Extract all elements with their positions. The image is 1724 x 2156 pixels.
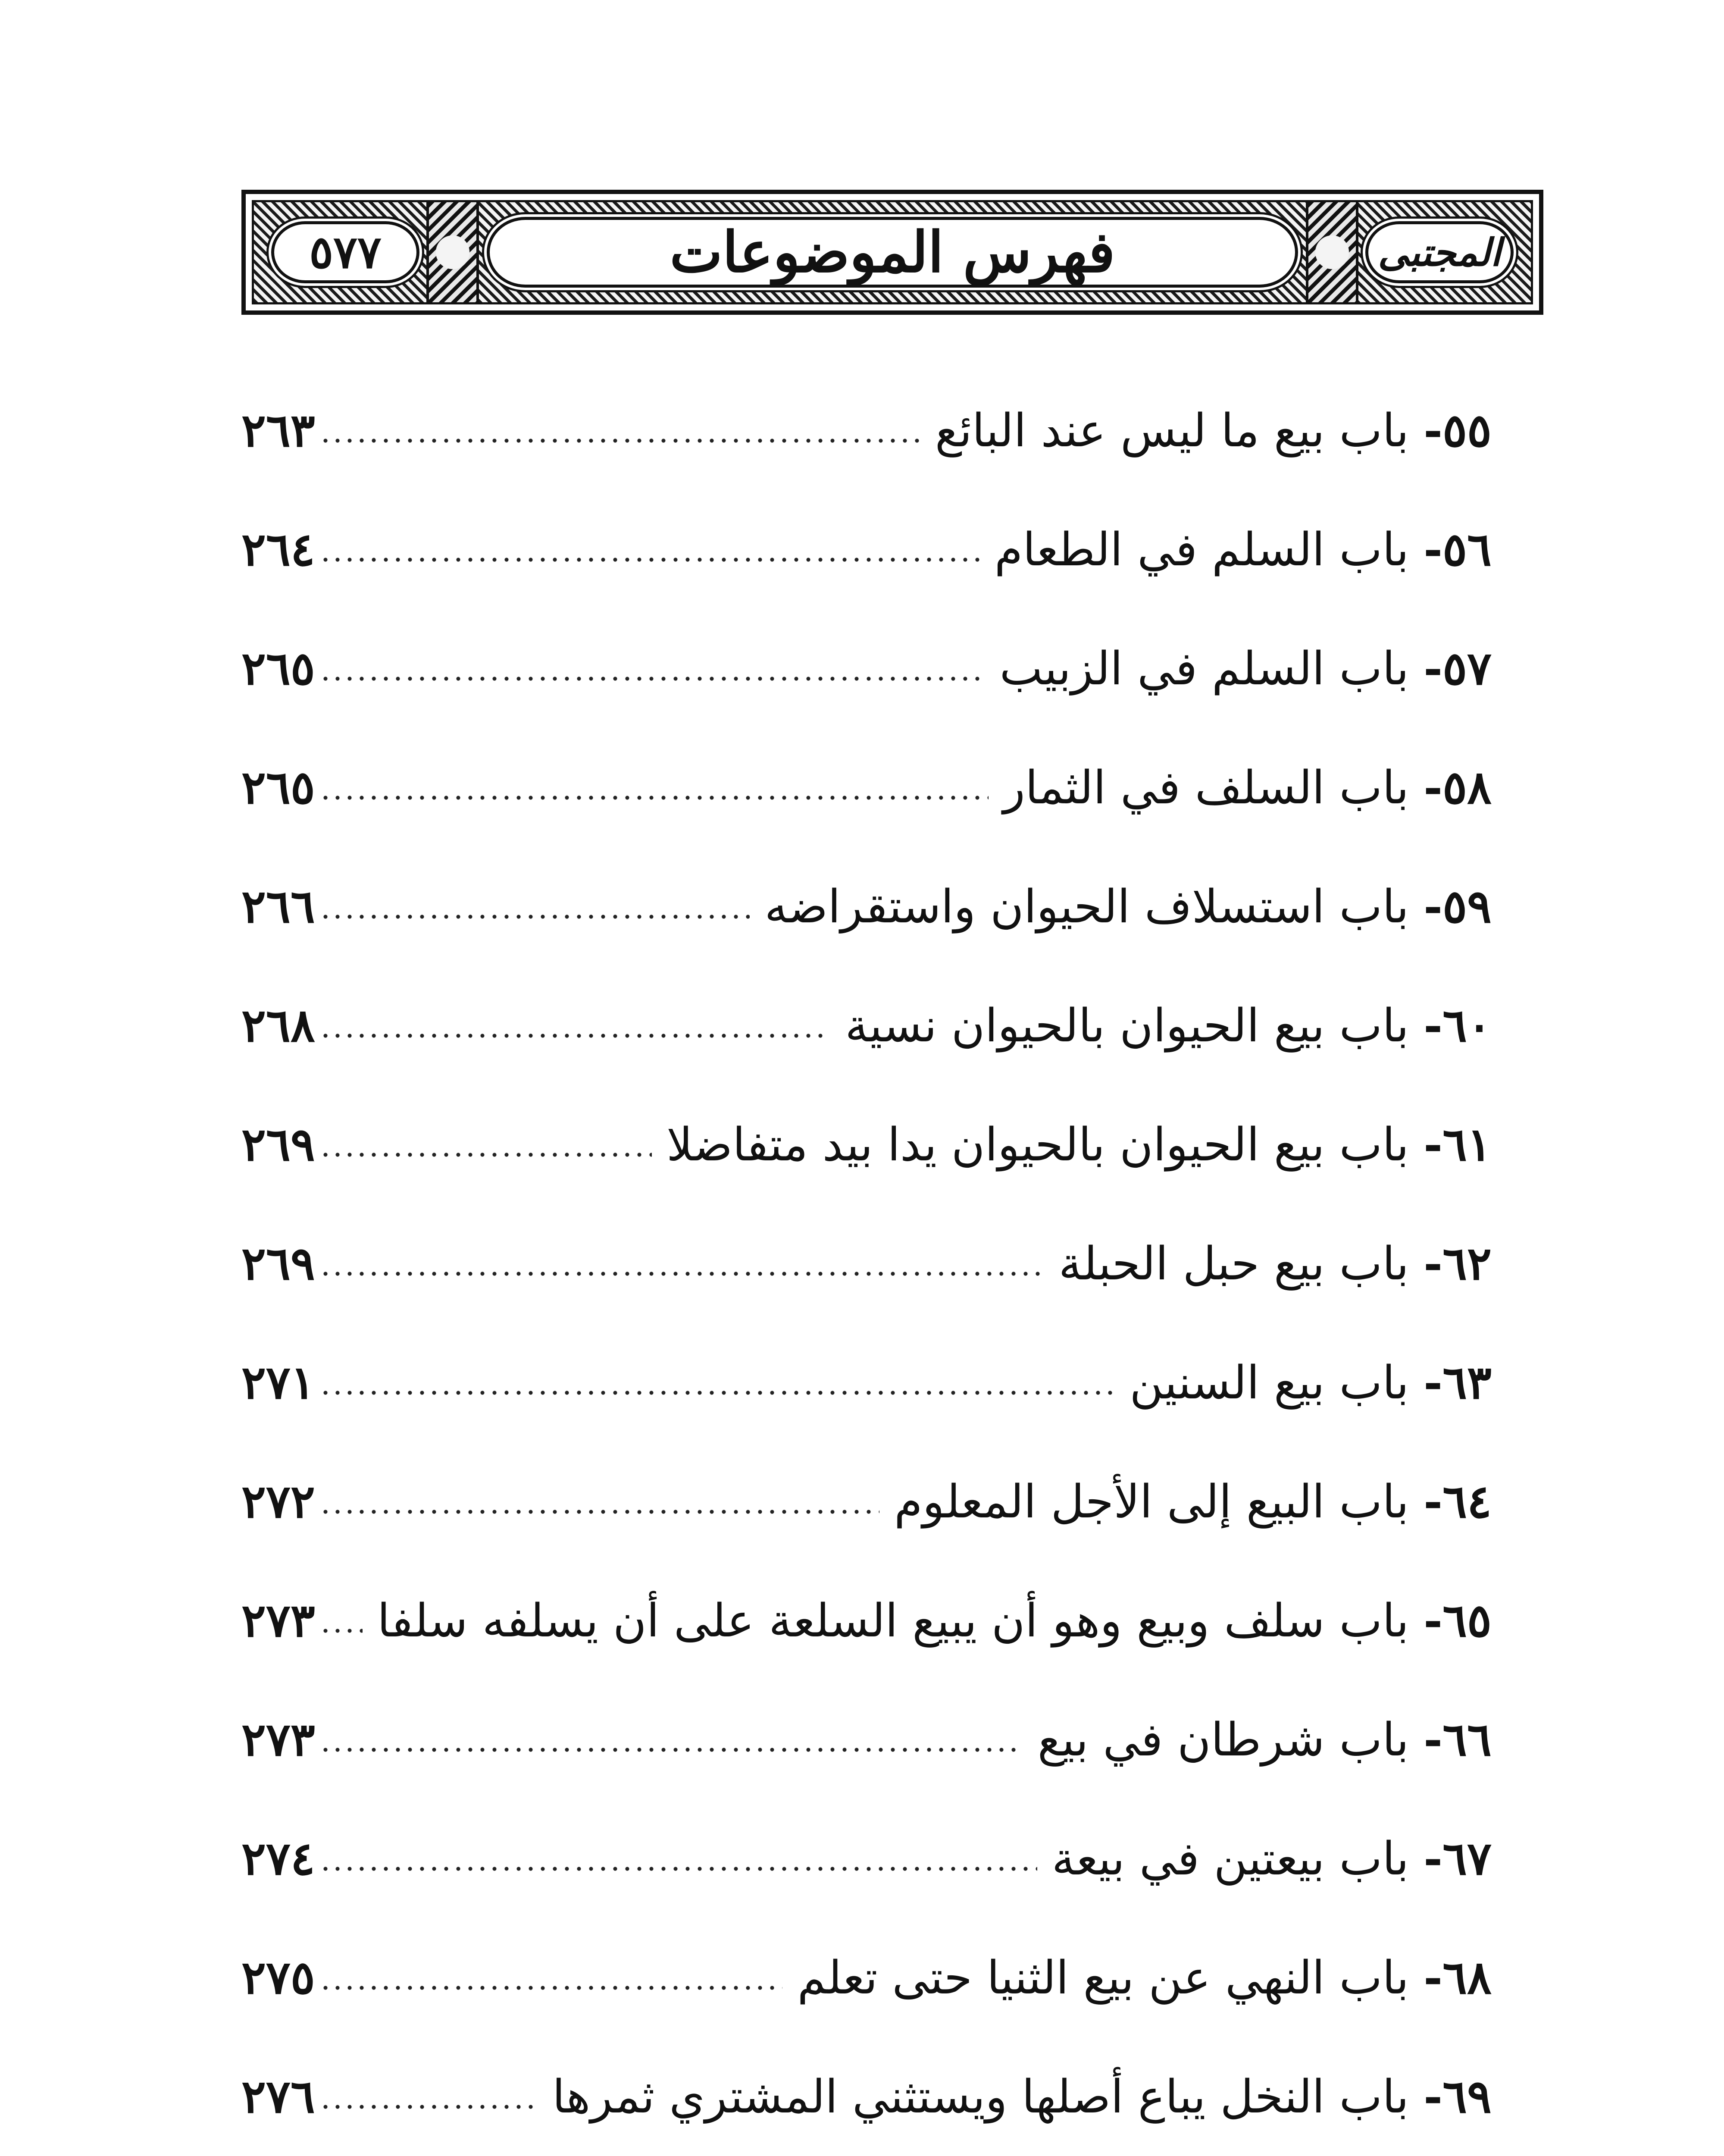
toc-entry <box>241 847 1492 966</box>
toc-entry <box>241 1680 1492 1799</box>
book-logo <box>1365 221 1514 283</box>
entry-title: باب بيع حبل الحبلة <box>1058 1237 1409 1290</box>
dot-leader <box>319 1509 879 1514</box>
entry-page-number: ٢٦٦ <box>241 879 315 933</box>
dot-leader <box>319 1985 783 1990</box>
entry-page-number: ٢٦٩ <box>241 1117 315 1171</box>
entry-number: ٦٠- <box>1424 998 1492 1052</box>
section-title: فهرس الموضوعات <box>670 219 1115 285</box>
entry-number: ٥٥- <box>1424 403 1492 457</box>
entry-title: باب بيع الحيوان بالحيوان يدا بيد متفاضلا <box>666 1118 1409 1171</box>
dot-leader <box>319 438 920 443</box>
entry-page-number: ٢٦٥ <box>241 760 315 814</box>
entry-page-number: ٢٧٣ <box>241 1593 315 1647</box>
entry-page-number: ٢٦٤ <box>241 522 315 576</box>
toc-entry <box>241 1085 1492 1204</box>
toc-entry <box>241 966 1492 1085</box>
toc-entry <box>241 2037 1492 2156</box>
entry-page-number: ٢٦٩ <box>241 1236 315 1290</box>
entry-title: باب النهي عن بيع الثنيا حتى تعلم <box>797 1951 1409 2004</box>
entry-title: باب استسلاف الحيوان واستقراضه <box>764 880 1409 933</box>
entry-title: باب بيع السنين <box>1130 1356 1409 1409</box>
entry-number: ٦٦- <box>1424 1712 1492 1766</box>
toc-entry <box>241 371 1492 490</box>
entry-number: ٦٨- <box>1424 1950 1492 2004</box>
book-logo-text: المجتبى <box>1378 230 1501 275</box>
entry-title: باب السلم في الطعام <box>994 523 1409 576</box>
entry-number: ٦٤- <box>1424 1474 1492 1528</box>
dot-leader <box>319 914 750 919</box>
left-ornament-panel <box>426 202 479 302</box>
entry-page-number: ٢٦٣ <box>241 403 315 457</box>
entry-title: باب سلف وبيع وهو أن يبيع السلعة على أن يسلفه سلفا <box>377 1594 1409 1647</box>
toc-entry <box>241 1799 1492 1918</box>
toc-entry <box>241 1442 1492 1561</box>
title-cartouche <box>487 217 1298 288</box>
toc-entry <box>241 1323 1492 1442</box>
entry-title: باب بيعتين في بيعة <box>1051 1832 1409 1885</box>
entry-number: ٥٦- <box>1424 522 1492 576</box>
dot-leader <box>319 1866 1037 1871</box>
dot-leader <box>319 795 989 800</box>
entry-title: باب السلم في الزبيب <box>999 642 1409 695</box>
toc-entry <box>241 490 1492 609</box>
entry-title: باب النخل يباع أصلها ويستثني المشتري ثمرها <box>552 2070 1409 2123</box>
entry-number: ٦٧- <box>1424 1831 1492 1885</box>
entry-title: باب بيع ما ليس عند البائع <box>935 404 1409 457</box>
entry-number: ٦٥- <box>1424 1593 1492 1647</box>
toc-entry <box>241 1561 1492 1680</box>
entry-title: باب البيع إلى الأجل المعلوم <box>894 1475 1409 1528</box>
entry-number: ٦٩- <box>1424 2069 1492 2123</box>
page-number: ٥٧٧ <box>309 226 382 279</box>
entry-title: باب شرطان في بيع <box>1037 1713 1409 1766</box>
entry-number: ٦٣- <box>1424 1355 1492 1409</box>
toc-entry <box>241 728 1492 847</box>
entry-number: ٦٢- <box>1424 1236 1492 1290</box>
entry-number: ٥٧- <box>1424 641 1492 695</box>
dot-leader <box>319 1271 1044 1276</box>
dot-leader <box>319 1628 363 1633</box>
entry-page-number: ٢٧٤ <box>241 1831 315 1885</box>
right-ornament-panel <box>1306 202 1358 302</box>
page-number-cartouche <box>271 221 419 283</box>
entry-page-number: ٢٦٥ <box>241 641 315 695</box>
entry-number: ٦١- <box>1424 1117 1492 1171</box>
header-ornament-frame <box>252 200 1533 304</box>
entry-page-number: ٢٧٣ <box>241 1712 315 1766</box>
toc-entry <box>241 1204 1492 1323</box>
entry-title: باب السلف في الثمار <box>1003 761 1409 814</box>
entry-page-number: ٢٧٦ <box>241 2069 315 2123</box>
entry-page-number: ٢٧١ <box>241 1355 315 1409</box>
dot-leader <box>319 1152 652 1157</box>
table-of-contents <box>241 371 1492 2156</box>
dot-leader <box>319 676 985 681</box>
dot-leader <box>319 557 980 562</box>
page-header <box>241 190 1543 315</box>
toc-entry <box>241 609 1492 728</box>
entry-page-number: ٢٦٨ <box>241 998 315 1052</box>
dot-leader <box>319 1033 830 1038</box>
dot-leader <box>319 2104 538 2109</box>
entry-number: ٥٩- <box>1424 879 1492 933</box>
entry-page-number: ٢٧٥ <box>241 1950 315 2004</box>
toc-entry <box>241 1918 1492 2037</box>
entry-number: ٥٨- <box>1424 760 1492 814</box>
entry-title: باب بيع الحيوان بالحيوان نسية <box>845 999 1409 1052</box>
dot-leader <box>319 1390 1115 1395</box>
dot-leader <box>319 1747 1023 1752</box>
entry-page-number: ٢٧٢ <box>241 1474 315 1528</box>
